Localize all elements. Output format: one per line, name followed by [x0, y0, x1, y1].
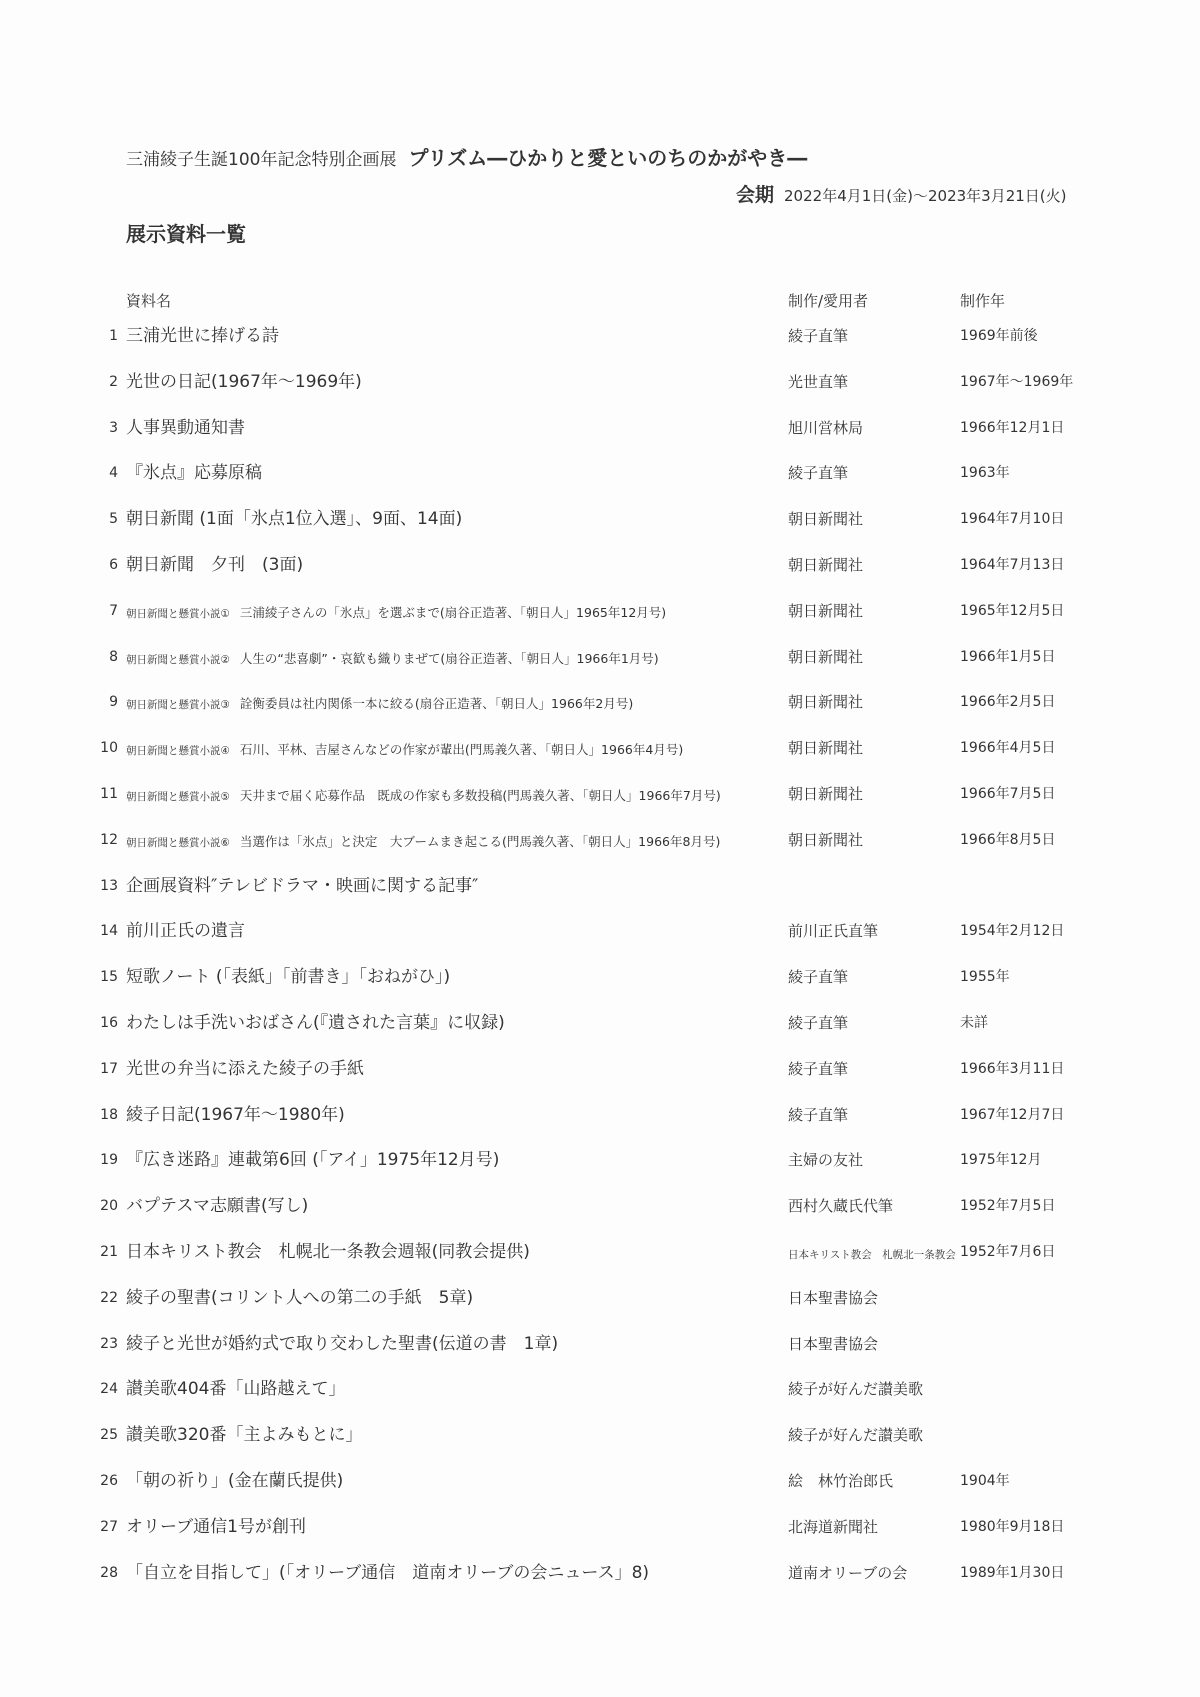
row-series-label: 朝日新聞と懸賞小説② [126, 653, 230, 666]
row-year: 1965年12月5日 [960, 602, 1065, 619]
period-value: 2022年4月1日(金)～2023年3月21日(火) [784, 187, 1067, 205]
row-item-name [126, 785, 721, 808]
row-series-label: 朝日新聞と懸賞小説④ [126, 745, 230, 758]
row-item-title: 『広き迷路』連載第6回 (「アイ」1975年12月号) [126, 1150, 500, 1171]
row-number: 8 [109, 648, 118, 665]
row-item-title: 綾子と光世が婚約式で取り交わした聖書(伝道の書 1章) [126, 1333, 559, 1354]
row-item-title: 前川正氏の遺言 [126, 921, 245, 942]
row-number: 22 [100, 1289, 118, 1306]
row-maker: 北海道新聞社 [788, 1517, 879, 1536]
row-maker: 日本聖書協会 [788, 1288, 879, 1307]
exhibit-row [0, 1287, 1200, 1333]
row-item-name [126, 1104, 345, 1126]
row-maker: 日本聖書協会 [788, 1334, 879, 1353]
exhibit-row [0, 1104, 1200, 1150]
row-item-name [126, 1333, 558, 1355]
row-item-name [126, 920, 245, 942]
exhibit-row [0, 691, 1200, 737]
exhibit-row [0, 920, 1200, 966]
exhibit-row [0, 1378, 1200, 1424]
exhibit-row [0, 325, 1200, 371]
row-item-name [126, 693, 633, 716]
exhibit-row [0, 371, 1200, 417]
row-maker: 朝日新聞社 [788, 555, 864, 574]
row-item-name [126, 1012, 505, 1034]
row-item-title: 短歌ノート (「表紙」「前書き」「おねがひ」) [126, 967, 451, 988]
row-item-title: 光世の弁当に添えた綾子の手紙 [126, 1058, 364, 1079]
row-number: 26 [100, 1472, 118, 1489]
row-year: 1955年 [960, 969, 1010, 986]
column-header-name: 資料名 [126, 292, 172, 310]
exhibit-row [0, 417, 1200, 463]
exhibition-title [126, 142, 807, 171]
exhibit-list [0, 325, 1200, 1607]
row-year: 1966年8月5日 [960, 831, 1056, 848]
exhibit-row [0, 1516, 1200, 1562]
exhibition-subtitle: プリズム―ひかりと愛といのちのかがやき― [408, 146, 808, 170]
row-year: 1980年9月18日 [960, 1518, 1065, 1535]
exhibit-row [0, 783, 1200, 829]
row-maker: 綾子直筆 [788, 1105, 849, 1124]
row-series-label: 朝日新聞と懸賞小説⑤ [126, 790, 230, 803]
row-maker: 綾子直筆 [788, 968, 849, 987]
row-year: 1966年1月5日 [960, 648, 1056, 665]
exhibit-row [0, 1562, 1200, 1608]
exhibit-row [0, 462, 1200, 508]
row-maker: 朝日新聞社 [788, 510, 864, 529]
row-number: 15 [100, 969, 118, 986]
row-year: 1975年12月 [960, 1152, 1042, 1169]
row-number: 13 [100, 877, 118, 894]
row-maker: 綾子直筆 [788, 1013, 849, 1032]
row-item-title: 「朝の祈り」(金在蘭氏提供) [126, 1470, 344, 1491]
row-item-title: わたしは手洗いおばさん(『遺された言葉』に収録) [126, 1012, 505, 1033]
period-label: 会期 [736, 184, 775, 206]
row-number: 25 [100, 1427, 118, 1444]
row-maker: 西村久蔵氏代筆 [788, 1197, 894, 1216]
row-maker: 旭川営林局 [788, 418, 864, 437]
row-item-title: 綾子日記(1967年～1980年) [126, 1104, 345, 1125]
row-item-title: オリーブ通信1号が創刊 [126, 1516, 306, 1537]
row-number: 10 [100, 740, 118, 757]
row-number: 6 [109, 556, 118, 573]
row-year: 1966年3月11日 [960, 1060, 1065, 1077]
row-year: 1967年12月7日 [960, 1106, 1065, 1123]
exhibit-row [0, 1470, 1200, 1516]
row-maker: 主婦の友社 [788, 1151, 864, 1170]
exhibit-row [0, 875, 1200, 921]
row-number: 28 [100, 1564, 118, 1581]
exhibition-title-main: 三浦綾子生誕100年記念特別企画展 [126, 150, 397, 170]
row-maker: 光世直筆 [788, 372, 849, 391]
row-maker: 絵 林竹治郎氏 [788, 1471, 894, 1490]
row-number: 5 [109, 511, 118, 528]
exhibit-row [0, 1195, 1200, 1241]
row-number: 20 [100, 1198, 118, 1215]
row-item-title: 朝日新聞 夕刊 (3面) [126, 554, 304, 575]
row-number: 11 [100, 785, 118, 802]
row-number: 21 [100, 1243, 118, 1260]
row-maker: 前川正氏直筆 [788, 922, 879, 941]
row-maker: 朝日新聞社 [788, 784, 864, 803]
row-item-title: 讃美歌404番「山路越えて」 [126, 1379, 346, 1400]
row-year: 1964年7月13日 [960, 556, 1065, 573]
row-number: 12 [100, 831, 118, 848]
row-year: 1952年7月6日 [960, 1243, 1056, 1260]
row-maker: 道南オリーブの会 [788, 1563, 908, 1582]
row-item-title: 人生の“悲喜劇”・哀歓も織りまぜて(扇谷正造著、「朝日人」1966年1月号) [239, 650, 659, 666]
row-number: 4 [109, 465, 118, 482]
column-header-maker: 制作/愛用者 [788, 292, 869, 310]
row-maker: 朝日新聞社 [788, 601, 864, 620]
row-item-name [126, 1424, 362, 1446]
row-item-name [126, 371, 362, 393]
row-item-name [126, 966, 450, 988]
column-header-year: 制作年 [960, 292, 1006, 310]
row-item-name [126, 831, 720, 854]
row-maker: 朝日新聞社 [788, 830, 864, 849]
row-item-title: 三浦光世に捧げる詩 [126, 326, 279, 346]
row-number: 1 [109, 328, 118, 344]
row-item-name [126, 602, 666, 625]
exhibit-row [0, 1149, 1200, 1195]
row-year: 1964年7月10日 [960, 511, 1065, 528]
row-year: 1966年4月5日 [960, 740, 1056, 757]
row-item-name [126, 1287, 473, 1309]
row-item-name [126, 1378, 345, 1400]
row-year: 1954年2月12日 [960, 923, 1065, 940]
exhibit-row [0, 829, 1200, 875]
row-item-name [126, 1241, 530, 1263]
row-year: 1989年1月30日 [960, 1564, 1065, 1581]
row-number: 19 [100, 1152, 118, 1169]
row-item-name [126, 739, 683, 762]
row-number: 24 [100, 1381, 118, 1398]
row-item-name [126, 1149, 499, 1171]
row-maker: 綾子直筆 [788, 464, 849, 483]
row-number: 27 [100, 1518, 118, 1535]
row-item-name [126, 1058, 364, 1080]
row-item-title: 人事異動通知書 [126, 417, 245, 438]
row-item-name [126, 875, 478, 897]
exhibit-row [0, 554, 1200, 600]
row-item-name [126, 1562, 649, 1584]
row-item-title: 企画展資料″テレビドラマ・映画に関する記事″ [126, 875, 479, 896]
row-year: 1969年前後 [960, 328, 1038, 344]
row-number: 9 [109, 694, 118, 711]
row-item-title: 光世の日記(1967年～1969年) [126, 371, 362, 392]
exhibit-row [0, 1058, 1200, 1104]
exhibit-row [0, 1241, 1200, 1287]
exhibit-row [0, 646, 1200, 692]
row-item-title: 『氷点』応募原稿 [126, 463, 262, 484]
row-item-name [126, 462, 262, 484]
row-maker: 綾子直筆 [788, 327, 849, 345]
row-item-title: 当選作は「氷点」と決定 大ブームまき起こる(門馬義久著、「朝日人」1966年8月号) [239, 833, 721, 849]
row-item-name [126, 648, 659, 671]
exhibit-row [0, 600, 1200, 646]
row-year: 1967年～1969年 [960, 373, 1074, 390]
row-item-title: 三浦綾子さんの「氷点」を選ぶまで(扇谷正造著、「朝日人」1965年12月号) [239, 604, 667, 620]
row-maker: 朝日新聞社 [788, 647, 864, 666]
row-year: 1904年 [960, 1472, 1010, 1489]
row-item-title: 天井まで届く応募作品 既成の作家も多数投稿(門馬義久著、「朝日人」1966年7月号) [239, 787, 721, 803]
row-number: 7 [109, 602, 118, 619]
row-number: 18 [100, 1106, 118, 1123]
row-number: 17 [100, 1060, 118, 1077]
exhibit-row [0, 737, 1200, 783]
row-year: 1966年2月5日 [960, 694, 1056, 711]
exhibit-row [0, 1012, 1200, 1058]
row-item-title: 石川、平林、吉屋さんなどの作家が輩出(門馬義久著、「朝日人」1966年4月号) [239, 742, 684, 758]
row-year: 未詳 [960, 1014, 988, 1031]
row-year: 1963年 [960, 465, 1010, 482]
row-number: 16 [100, 1014, 118, 1031]
row-item-title: 朝日新聞 (1面「氷点1位入選」、9面、14面) [126, 509, 463, 530]
row-number: 14 [100, 923, 118, 940]
exhibition-period [736, 180, 1067, 207]
row-item-name [126, 1470, 343, 1492]
row-number: 2 [109, 373, 118, 390]
row-item-name [126, 325, 279, 347]
row-item-name [126, 417, 245, 439]
row-maker: 朝日新聞社 [788, 693, 864, 712]
row-item-name [126, 1195, 308, 1217]
exhibit-row [0, 1333, 1200, 1379]
row-series-label: 朝日新聞と懸賞小説⑥ [126, 836, 230, 849]
row-item-title: 讃美歌320番「主よみもとに」 [126, 1425, 363, 1446]
row-item-name [126, 554, 303, 576]
row-maker: 綾子が好んだ讃美歌 [788, 1426, 924, 1445]
row-item-title: 「自立を目指して」(「オリーブ通信 道南オリーブの会ニュース」8) [126, 1562, 650, 1583]
row-number: 3 [109, 419, 118, 436]
row-item-title: 詮衡委員は社内関係一本に絞る(扇谷正造著、「朝日人」1966年2月号) [239, 696, 634, 712]
row-maker: 朝日新聞社 [788, 739, 864, 758]
row-number: 23 [100, 1335, 118, 1352]
row-series-label: 朝日新聞と懸賞小説① [126, 607, 230, 620]
row-maker: 綾子が好んだ讃美歌 [788, 1380, 924, 1399]
exhibit-row [0, 966, 1200, 1012]
row-series-label: 朝日新聞と懸賞小説③ [126, 699, 230, 712]
row-item-title: 日本キリスト教会 札幌北一条教会週報(同教会提供) [126, 1241, 530, 1262]
exhibit-row [0, 1424, 1200, 1470]
row-year: 1966年7月5日 [960, 785, 1056, 802]
row-maker: 綾子直筆 [788, 1059, 849, 1078]
row-year: 1952年7月5日 [960, 1198, 1056, 1215]
row-year: 1966年12月1日 [960, 419, 1065, 436]
exhibit-row [0, 508, 1200, 554]
row-item-title: 綾子の聖書(コリント人への第二の手紙 5章) [126, 1287, 474, 1308]
row-item-title: バプテスマ志願書(写し) [126, 1196, 309, 1217]
row-maker: 日本キリスト教会 札幌北一条教会 [788, 1248, 956, 1261]
list-title: 展示資料一覧 [126, 222, 246, 246]
row-item-name [126, 508, 462, 530]
row-item-name [126, 1516, 306, 1538]
